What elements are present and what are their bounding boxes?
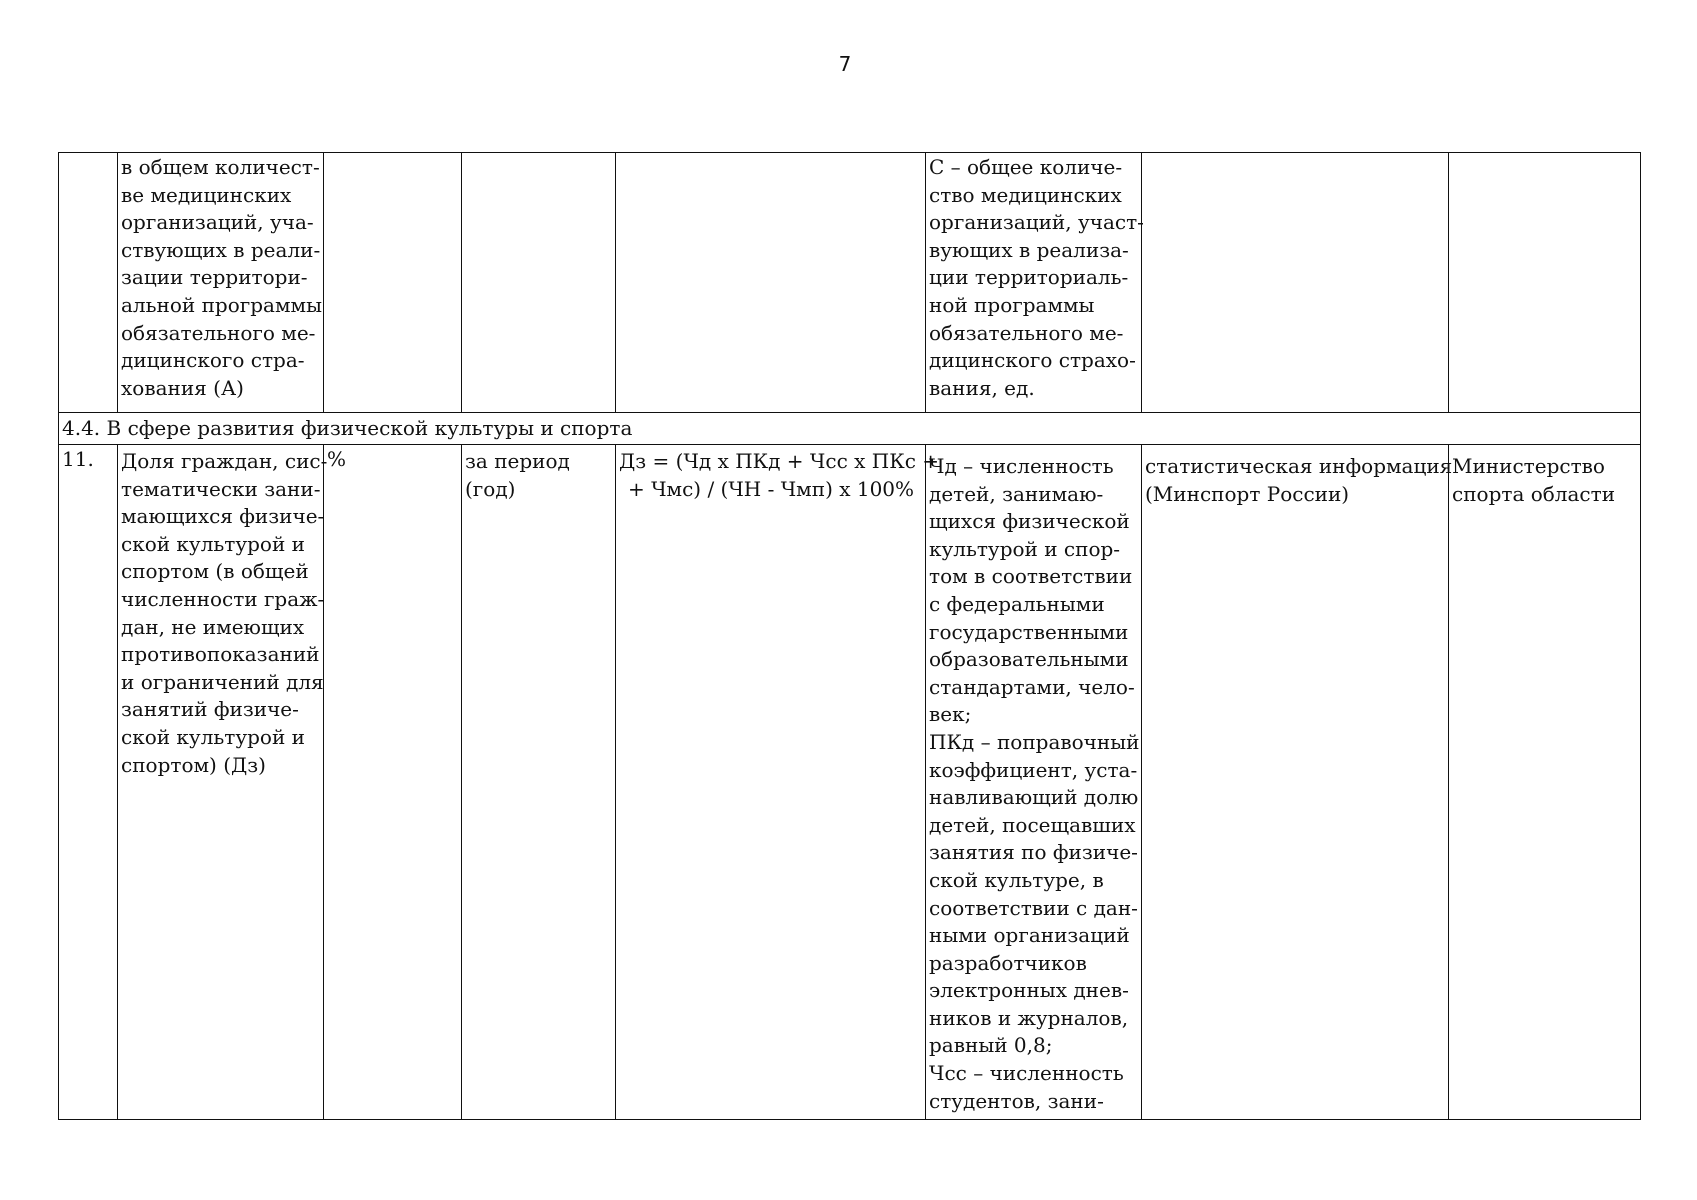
text-line: обязательного ме-	[929, 320, 1124, 345]
text-line: коэффициент, уста-	[929, 757, 1138, 782]
text-line: статистическая информация	[1145, 454, 1453, 478]
text-line: ской культуре, в	[929, 867, 1104, 892]
text-line: вующих в реализа-	[929, 237, 1129, 262]
section-heading: 4.4. В сфере развития физической культуры и спорта	[59, 413, 1641, 445]
cell-formula-empty	[616, 153, 926, 413]
cell-source-empty	[1142, 153, 1449, 413]
text-line: занятий физиче-	[121, 697, 299, 722]
cell-definitions-continued	[926, 153, 1142, 413]
text-line: занятия по физиче-	[929, 840, 1138, 865]
text-line: дан, не имеющих	[121, 614, 305, 639]
text-line: в общем количест-	[121, 155, 320, 179]
text-line: ников и журналов,	[929, 1005, 1129, 1030]
text-line: дицинского стра-	[121, 348, 305, 373]
cell-source	[1142, 445, 1453, 1120]
text-line: и ограничений для	[121, 669, 324, 694]
text-line: соответствии с дан-	[929, 895, 1138, 920]
table-row-section	[59, 413, 1641, 445]
text-line: культурой и спор-	[929, 536, 1121, 561]
text-line: ПКд – поправочный	[929, 729, 1140, 754]
text-line: Чсс – численность	[929, 1061, 1124, 1086]
text-line: ции территориаль-	[929, 265, 1129, 290]
text-line: ной программы	[929, 292, 1095, 317]
definitions-text	[929, 154, 1144, 402]
text-line: детей, занимаю-	[929, 481, 1104, 506]
text-line: (Минспорт России)	[1145, 481, 1350, 506]
source-text	[1145, 451, 1453, 508]
text-line: Доля граждан, сис-	[121, 449, 328, 473]
text-line: щихся физической	[929, 509, 1130, 534]
text-line: ствующих в реали-	[121, 237, 321, 262]
text-line: хования (А)	[121, 375, 244, 400]
text-line: дицинского страхо-	[929, 348, 1136, 373]
text-line: спорта области	[1452, 481, 1616, 506]
text-line: вания, ед.	[929, 375, 1035, 400]
text-line: обязательного ме-	[121, 320, 316, 345]
text-line: разработчиков	[929, 950, 1087, 975]
cell-unit: %	[324, 445, 462, 1120]
text-line: с федеральными	[929, 591, 1105, 616]
indicator-table	[58, 152, 1641, 1120]
cell-indicator-name	[118, 445, 328, 1120]
text-line: государственными	[929, 619, 1129, 644]
text-line: студентов, зани-	[929, 1088, 1104, 1113]
indicator-name-text	[121, 446, 328, 779]
text-line: (год)	[465, 476, 516, 501]
text-line: зации территори-	[121, 265, 308, 290]
text-line: противопоказаний	[121, 642, 320, 667]
definitions-text	[929, 451, 1139, 1115]
table-row-continued	[59, 153, 1641, 413]
text-line: ство медицинских	[929, 182, 1122, 207]
cell-indicator-name-continued	[118, 153, 324, 413]
formula-text	[619, 446, 940, 503]
text-line: ве медицинских	[121, 182, 292, 207]
text-line: ской культурой и	[121, 724, 305, 749]
text-line: спортом) (Дз)	[121, 752, 266, 777]
text-line: Министерство	[1452, 454, 1605, 478]
text-line: Чд – численность	[929, 454, 1114, 478]
cell-period-empty	[462, 153, 616, 413]
text-line: детей, посещавших	[929, 812, 1136, 837]
period-text	[465, 446, 613, 503]
table-row-indicator-11	[59, 445, 1641, 1120]
text-line: электронных днев-	[929, 978, 1129, 1003]
responsible-text	[1452, 451, 1638, 508]
text-line: альной программы	[121, 292, 322, 317]
text-line: за период	[465, 449, 570, 473]
indicator-name-text	[121, 154, 321, 402]
cell-formula	[616, 445, 940, 1120]
cell-number-empty	[59, 153, 118, 413]
cell-unit-empty	[324, 153, 462, 413]
cell-period	[462, 445, 616, 1120]
formula-line: + Чмс) / (ЧН - Чмп) х 100%	[627, 476, 915, 501]
formula-line: Дз = (Чд х ПКд + Чсс х ПКс +	[619, 449, 940, 473]
text-line: тематически зани-	[121, 476, 321, 501]
text-line: ской культурой и	[121, 531, 305, 556]
page-number: 7	[838, 52, 852, 76]
text-line: стандартами, чело-	[929, 674, 1135, 699]
text-line: навливающий долю	[929, 785, 1139, 810]
cell-responsible-empty	[1449, 153, 1641, 413]
text-line: мающихся физиче-	[121, 504, 325, 529]
text-line: организаций, уча-	[121, 210, 314, 235]
cell-definitions	[926, 445, 1142, 1120]
text-line: том в соответствии	[929, 564, 1133, 589]
text-line: организаций, участ-	[929, 210, 1144, 235]
text-line: С – общее количе-	[929, 155, 1123, 179]
text-line: равный 0,8;	[929, 1033, 1053, 1058]
text-line: численности граж-	[121, 586, 325, 611]
text-line: образовательными	[929, 647, 1129, 672]
cell-responsible	[1449, 445, 1641, 1120]
text-line: спортом (в общей	[121, 559, 309, 584]
text-line: ными организаций	[929, 923, 1130, 948]
text-line: век;	[929, 702, 972, 727]
cell-number: 11.	[59, 445, 118, 1120]
